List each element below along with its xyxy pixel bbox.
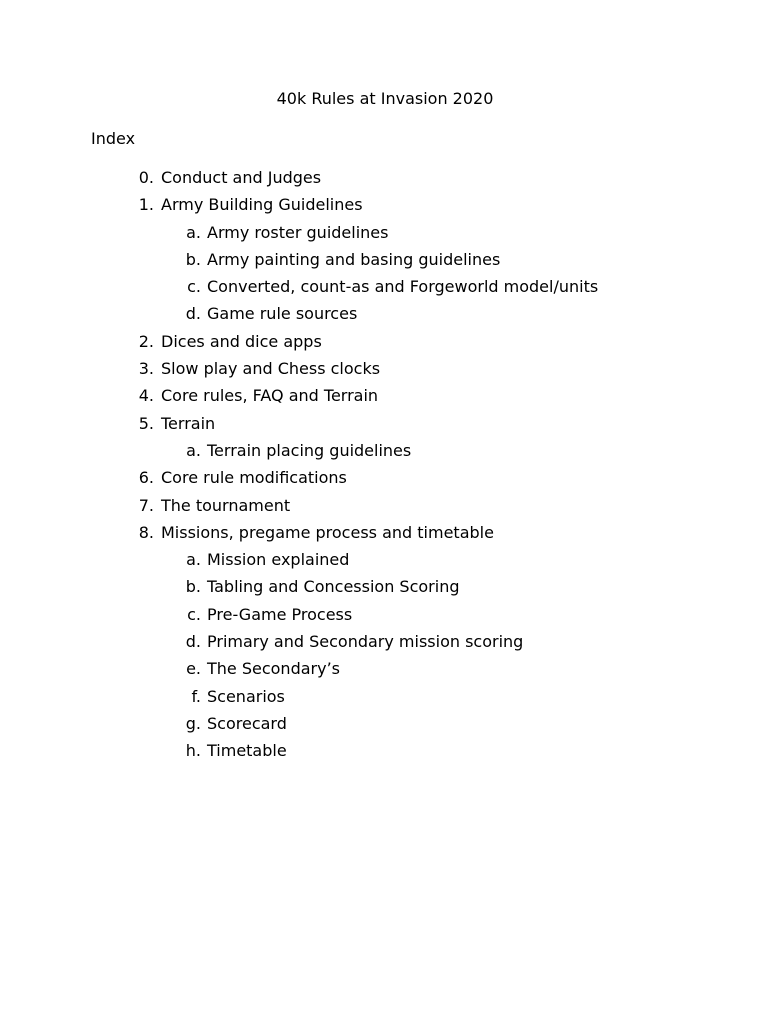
toc-item-number: 8.: [138, 522, 154, 542]
toc-item-number: h.: [185, 741, 201, 761]
toc-item-number: 3.: [138, 359, 154, 379]
toc-item: [0, 331, 770, 358]
toc-item-number: d.: [185, 632, 201, 652]
toc-item-text: Game rule sources: [207, 304, 358, 324]
toc-item: [0, 467, 770, 494]
table-of-contents: [0, 167, 770, 768]
index-heading: Index: [91, 129, 136, 148]
toc-item-text: Army Building Guidelines: [161, 195, 363, 215]
toc-item-text: Missions, pregame process and timetable: [161, 522, 494, 542]
toc-item-number: a.: [186, 440, 201, 460]
toc-item-text: The Secondary’s: [207, 659, 340, 679]
toc-item-number: 0.: [138, 168, 154, 187]
document-title: 40k Rules at Invasion 2020: [276, 89, 494, 108]
toc-item-number: a.: [186, 222, 201, 242]
toc-item-text: Pre-Game Process: [207, 604, 353, 624]
toc-subitem: [0, 222, 770, 249]
toc-item-text: Terrain placing guidelines: [207, 440, 412, 460]
toc-item-text: Core rule modifications: [161, 468, 347, 488]
toc-item-text: Scorecard: [207, 713, 287, 733]
toc-item: [0, 167, 770, 194]
toc-item-number: g.: [185, 713, 201, 733]
toc-subitem: [0, 686, 770, 713]
toc-subitem: [0, 303, 770, 330]
toc-subitem: [0, 249, 770, 276]
toc-item-text: Terrain: [161, 413, 216, 433]
toc-item-number: 7.: [138, 495, 154, 515]
toc-item-text: Army roster guidelines: [207, 222, 389, 242]
toc-item: [0, 495, 770, 522]
toc-item-text: The tournament: [161, 495, 291, 515]
toc-subitem: [0, 604, 770, 631]
toc-item: [0, 194, 770, 221]
toc-item-number: a.: [186, 550, 201, 570]
toc-item-number: f.: [191, 686, 201, 706]
toc-subitem: [0, 740, 770, 767]
toc-item: [0, 358, 770, 385]
toc-item-number: b.: [185, 577, 201, 597]
toc-item-number: 5.: [138, 413, 154, 433]
toc-item-text: Tabling and Concession Scoring: [207, 577, 460, 597]
toc-item-number: 6.: [138, 468, 154, 488]
toc-subitem: [0, 549, 770, 576]
toc-item-text: Core rules, FAQ and Terrain: [161, 386, 379, 406]
toc-subitem: [0, 576, 770, 603]
toc-item: [0, 385, 770, 412]
toc-item: [0, 413, 770, 440]
toc-subitem: [0, 631, 770, 658]
toc-item-number: 2.: [138, 331, 154, 351]
toc-item-text: Army painting and basing guidelines: [207, 249, 501, 269]
toc-subitem: [0, 440, 770, 467]
toc-item-text: Slow play and Chess clocks: [161, 359, 381, 379]
toc-item-number: b.: [185, 249, 201, 269]
toc-item-number: d.: [185, 304, 201, 324]
toc-item-text: Dices and dice apps: [161, 331, 322, 351]
toc-item-text: Converted, count-as and Forgeworld model/units: [207, 277, 599, 297]
toc-item: [0, 522, 770, 549]
toc-item-number: 1.: [138, 195, 154, 215]
toc-item-text: Timetable: [207, 741, 287, 761]
toc-item-text: Scenarios: [207, 686, 285, 706]
toc-item-number: 4.: [138, 386, 154, 406]
toc-item-text: Mission explained: [207, 550, 350, 570]
toc-item-number: e.: [186, 659, 201, 679]
toc-subitem: [0, 658, 770, 685]
toc-subitem: [0, 276, 770, 303]
toc-subitem: [0, 713, 770, 740]
toc-item-number: c.: [187, 604, 201, 624]
toc-item-text: Conduct and Judges: [161, 168, 322, 187]
toc-item-number: c.: [187, 277, 201, 297]
toc-item-text: Primary and Secondary mission scoring: [207, 632, 524, 652]
